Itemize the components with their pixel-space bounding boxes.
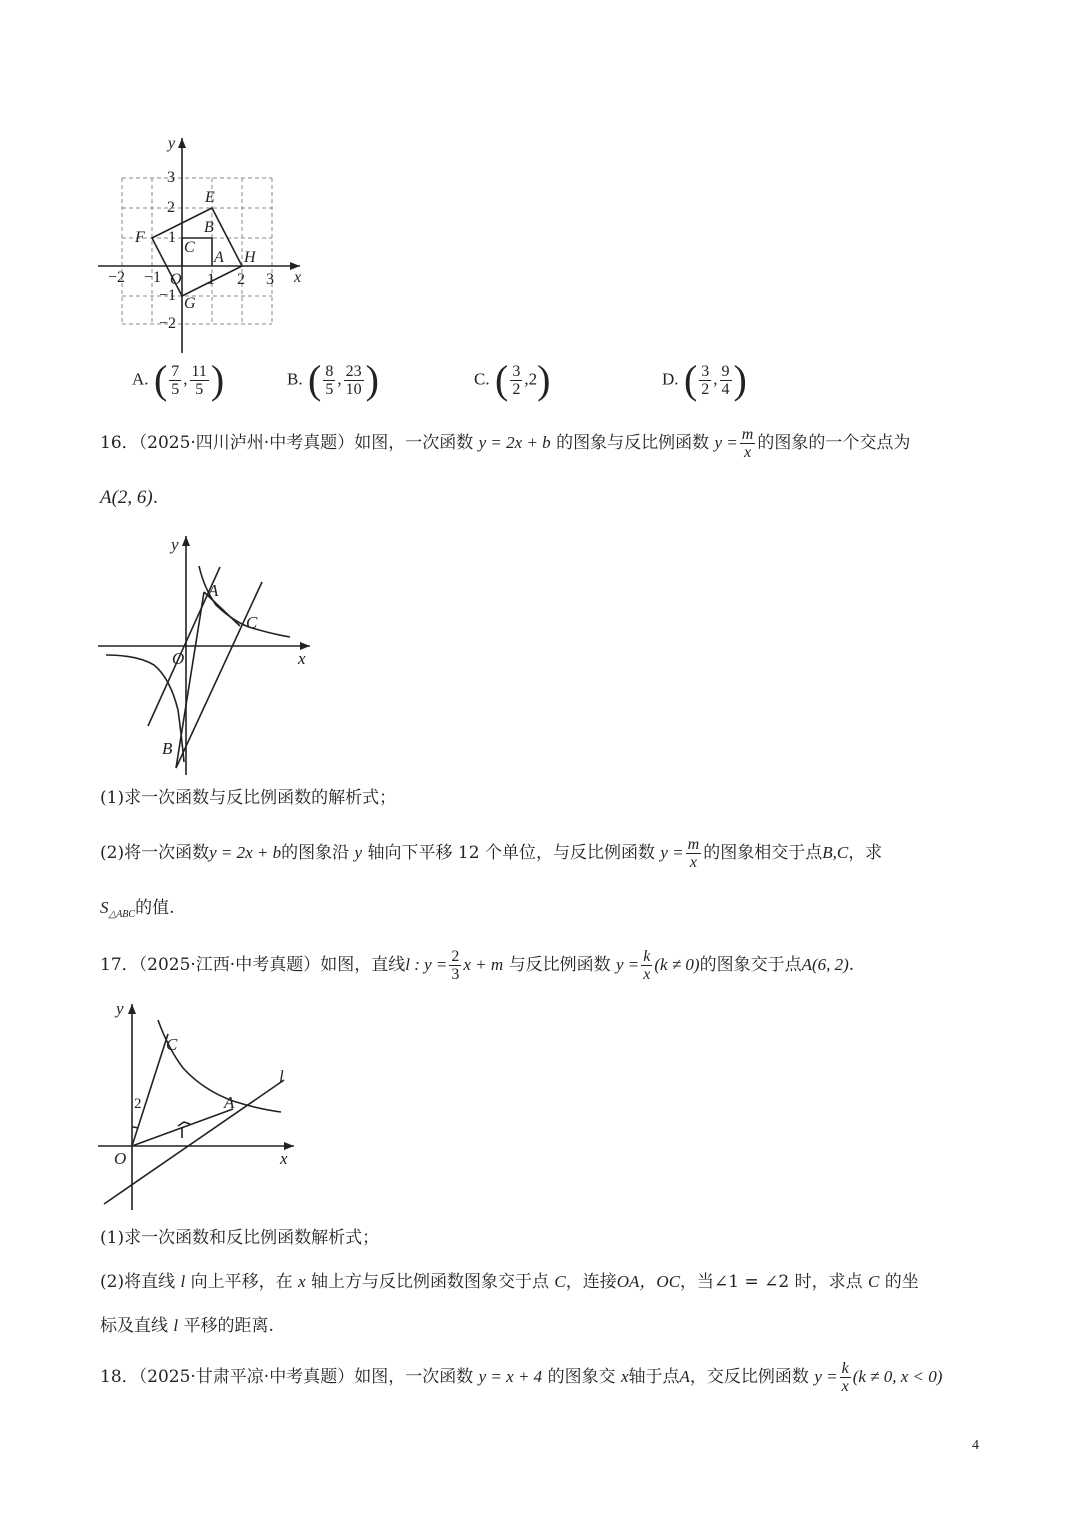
q15-origin: O <box>170 271 182 288</box>
q15-tick-y: 2 <box>167 199 175 216</box>
q17-origin: O <box>114 1149 127 1168</box>
q17-figure <box>98 996 308 1216</box>
q15-point-b: B <box>204 219 214 236</box>
q15-option-c[interactable]: C. ( $\frac{3}{2}$ ,2) <box>474 357 551 402</box>
q17-axis-y: y <box>116 999 124 1018</box>
q17-angle-2: 2 <box>134 1096 142 1112</box>
q15-point-e: E <box>205 189 215 206</box>
q16-part2-line1: (2)将一次函数y = 2x + b的图象沿 y 轴向下平移 12 个单位，与反比例函数 y = $\frac{m}{x}$ 的图象相交于点B,C，求 <box>100 836 883 871</box>
q17-point-a: A <box>224 1093 235 1112</box>
q17-point-c: C <box>166 1035 178 1054</box>
q15-tick-y: 3 <box>167 169 175 186</box>
q17-part1: (1)求一次函数和反比例函数解析式； <box>100 1228 380 1248</box>
q16-point-b: B <box>162 739 173 758</box>
q15-tick-y: 1 <box>168 229 176 246</box>
q16-origin: O <box>172 649 185 668</box>
q16-stem-line2: A(2, 6). <box>100 487 159 508</box>
q17-source: （2025·江西·中考真题） <box>138 955 321 975</box>
q17-stem: 17．（2025·江西·中考真题）如图，直线l : y = $\frac{2}{3}$ x + m 与反比例函数 y = $\frac{k}{x}$ (k ≠ 0)的图象交于点A(6, 2). <box>100 948 855 983</box>
q18-stem: 18．（2025·甘肃平凉·中考真题）如图，一次函数 y = x + 4 的图象交 x轴于点A，交反比例函数 y = $\frac{k}{x}$ (k ≠ 0, x < 0) <box>100 1360 943 1395</box>
q16-point-a: A <box>208 581 219 600</box>
q16-figure <box>92 530 322 780</box>
q15-point-f: F <box>135 229 145 246</box>
q15-tick-x: 2 <box>237 271 245 288</box>
q17-part2-line1: (2)将直线 l 向上平移，在 x 轴上方与反比例函数图象交于点 C，连接OA，OC，当∠1 = ∠2 时，求点 C 的坐 <box>100 1272 919 1292</box>
q16-number: 16． <box>100 433 139 453</box>
q15-point-c: C <box>184 239 195 256</box>
q15-point-h: H <box>244 249 256 266</box>
q15-tick-x: 3 <box>266 271 274 288</box>
q15-axis-x: x <box>294 269 302 286</box>
q17-number: 17． <box>100 955 139 975</box>
q17-line-l: l <box>279 1067 284 1086</box>
q17-part2-line2: 标及直线 l 平移的距离. <box>100 1316 274 1336</box>
q15-point-g: G <box>184 295 196 312</box>
q16-stem-line1: 16．（2025·四川泸州·中考真题）如图，一次函数 y = 2x + b 的图象与反比例函数 y = $\frac{m}{x}$ 的图象的一个交点为 <box>100 426 911 461</box>
q18-source: （2025·甘肃平凉·中考真题） <box>138 1367 355 1387</box>
q15-tick-x: −1 <box>144 269 162 286</box>
q16-source: （2025·四川泸州·中考真题） <box>138 433 355 453</box>
q15-axis-y: y <box>168 135 176 152</box>
q15-tick-x: −2 <box>108 269 126 286</box>
q15-tick-x: 1 <box>207 271 215 288</box>
page-number: 4 <box>972 1438 979 1453</box>
q15-tick-y: −2 <box>159 315 177 332</box>
q16-part2-line2: $S_{\triangle ABC}$的值. <box>100 898 175 920</box>
q15-grid-figure <box>90 128 320 358</box>
q15-option-a[interactable]: A. ( $\frac{7}{5}$ , $\frac{11}{5}$ ) <box>132 357 225 402</box>
q15-option-b[interactable]: B. ( $\frac{8}{5}$ , $\frac{23}{10}$ ) <box>287 357 379 402</box>
q15-option-d[interactable]: D. ( $\frac{3}{2}$ , $\frac{9}{4}$ ) <box>662 357 747 402</box>
q15-tick-y: −1 <box>159 287 177 304</box>
q16-axis-y: y <box>171 535 179 554</box>
q16-point-c: C <box>246 613 258 632</box>
q15-point-a: A <box>214 249 224 266</box>
q16-axis-x: x <box>298 649 306 668</box>
q16-part1: (1)求一次函数与反比例函数的解析式； <box>100 788 397 808</box>
q18-number: 18． <box>100 1367 139 1387</box>
q17-axis-x: x <box>280 1149 288 1168</box>
